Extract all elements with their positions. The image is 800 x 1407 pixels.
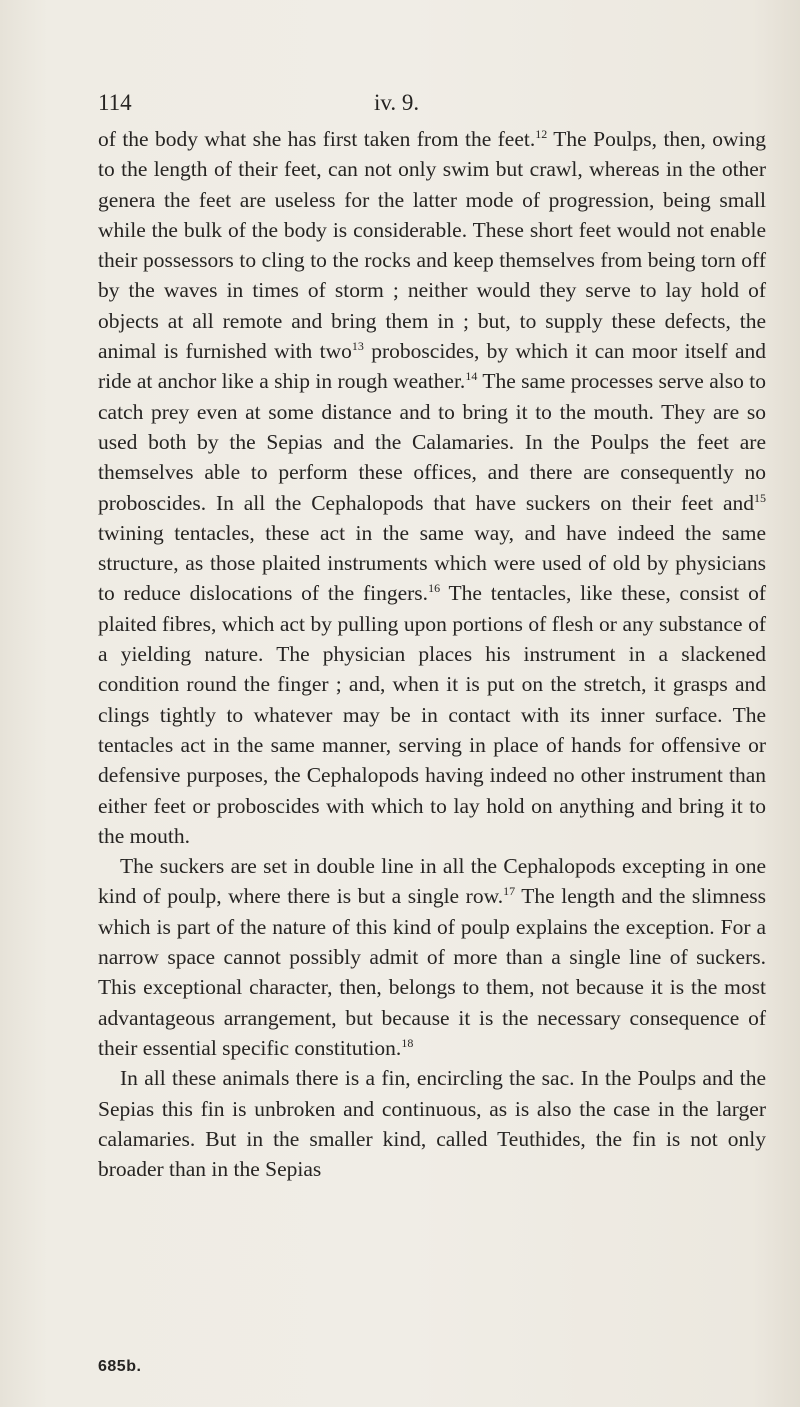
footnote-marker: 18: [401, 1035, 414, 1050]
paragraph-text: of the body what she has first taken from the feet.: [98, 127, 536, 151]
footnote-marker: 12: [535, 127, 548, 141]
signature-mark: 685b.: [98, 1358, 142, 1375]
paragraph-text: The Poulps, then, owing to the length of their feet, can not only swim but crawl, whereas in the other genera the feet are useless for the latter mode of progression, being small while the bulk of the body is considerable. These short feet would not enable their possessors to cling to the rocks and keep themselves from being torn off by the waves in times of storm ; neither would they serve to lay hold of objects at all remote and bring them in ; but, to supply these defects, the animal is furnished with two: [98, 127, 766, 364]
footnote-marker: 16: [428, 581, 441, 596]
paragraph: [98, 1063, 766, 1184]
paragraph-text: In all these animals there is a fin, encircling the sac. In the Poulps and the Sepias this fin is unbroken and continuous, as is also the case in the larger calamaries. But in the smaller kind, called Teuthides, the fin is not only broader than in the Sepias: [98, 1066, 766, 1182]
page-number: 114: [98, 90, 132, 115]
paragraph: [98, 124, 766, 851]
paragraph-text: The suckers are set in double line in all the Cephalopods excepting in one kind of poulp, where there is but a single row.: [98, 854, 766, 909]
footnote-marker: 13: [351, 339, 364, 354]
footnote-marker: 15: [754, 490, 766, 505]
page-header: [98, 90, 738, 118]
body-text: [98, 124, 766, 1184]
running-head: iv. 9.: [374, 90, 420, 115]
paragraph-text: proboscides, by which it can moor itself and ride at anchor like a ship in rough weather.: [98, 339, 766, 394]
paragraph-text: twining tentacles, these act in the same way, and have indeed the same structure, as those plaited instruments which were used of old by physicians to reduce dislocations of the fingers.: [98, 520, 766, 606]
paragraph: [98, 851, 766, 1063]
footnote-marker: 14: [465, 369, 478, 384]
paragraph-text: The length and the slimness which is part of the nature of this kind of poulp explains the exception. For a narrow space cannot possibly admit of more than a single line of suckers. This exceptional character, then, belongs to them, not because it is the most advantageous arrangement, but because it is the necessary consequence of their essential specific constitution.: [98, 884, 766, 1060]
footnote-marker: 17: [503, 884, 516, 899]
paragraph-text: The same processes serve also to catch prey even at some distance and to bring it to the mouth. They are so used both by the Sepias and the Calamaries. In the Poulps the feet are themselves able to perform these offices, and there are consequently no proboscides. In all the Cephalopods that have suckers on their feet and: [98, 369, 766, 515]
paragraph-text: The tentacles, like these, consist of plaited fibres, which act by pulling upon portions of flesh or any substance of a yielding nature. The physician places his instrument in a slackened condition round the finger ; and, when it is put on the stretch, it grasps and clings tightly to whatever may be in contact with its inner surface. The tentacles act in the same manner, serving in place of hands for offensive or defensive purposes, the Cephalopods having indeed no other instrument than either feet or proboscides with which to lay hold on anything and bring it to the mouth.: [98, 581, 766, 848]
